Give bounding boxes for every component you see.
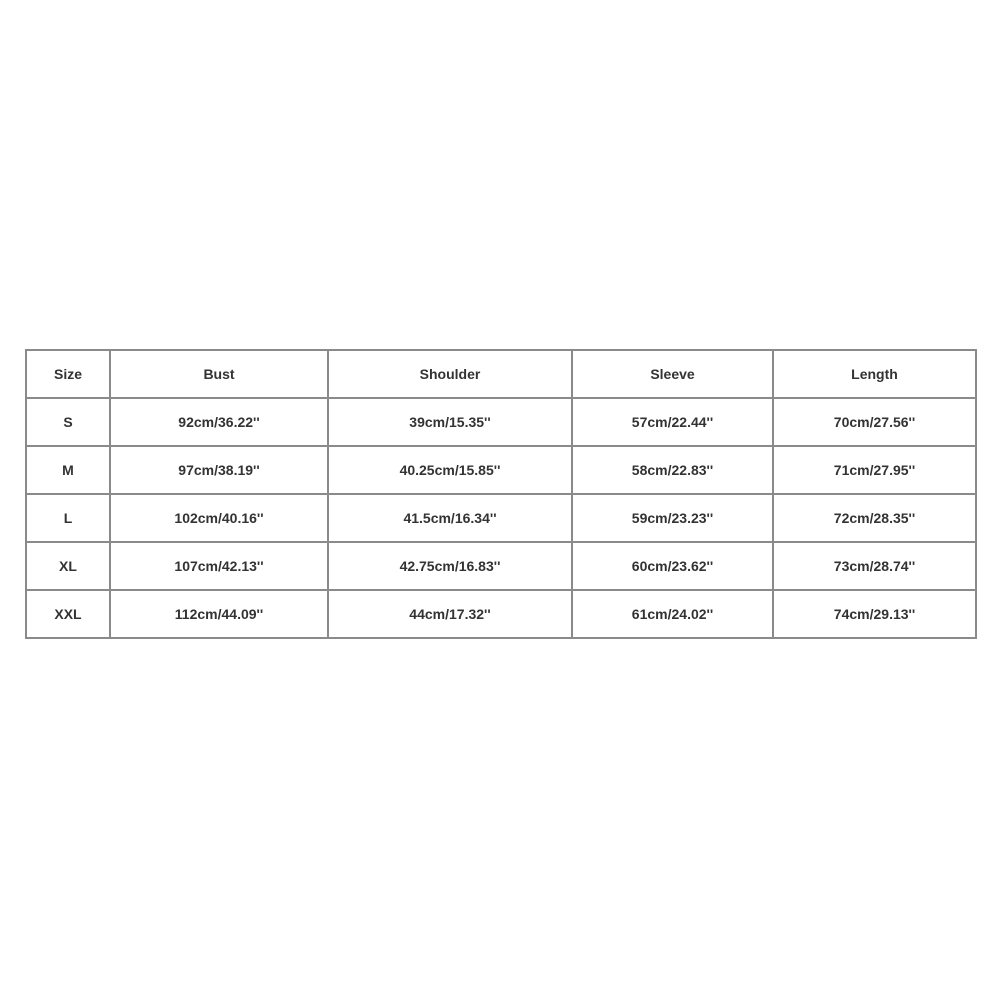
cell-length: 71cm/27.95'' (773, 446, 976, 494)
table-row (26, 542, 976, 590)
table-row (26, 446, 976, 494)
cell-size: S (26, 398, 110, 446)
header-length: Length (773, 350, 976, 398)
table-row (26, 494, 976, 542)
cell-sleeve: 58cm/22.83'' (572, 446, 773, 494)
size-chart-table (25, 349, 977, 639)
cell-bust: 107cm/42.13'' (110, 542, 328, 590)
cell-size: M (26, 446, 110, 494)
header-sleeve: Sleeve (572, 350, 773, 398)
cell-sleeve: 57cm/22.44'' (572, 398, 773, 446)
cell-size: XL (26, 542, 110, 590)
cell-shoulder: 41.5cm/16.34'' (328, 494, 572, 542)
cell-length: 72cm/28.35'' (773, 494, 976, 542)
cell-length: 70cm/27.56'' (773, 398, 976, 446)
cell-length: 73cm/28.74'' (773, 542, 976, 590)
cell-length: 74cm/29.13'' (773, 590, 976, 638)
cell-bust: 92cm/36.22'' (110, 398, 328, 446)
cell-bust: 112cm/44.09'' (110, 590, 328, 638)
cell-bust: 97cm/38.19'' (110, 446, 328, 494)
cell-shoulder: 40.25cm/15.85'' (328, 446, 572, 494)
cell-shoulder: 44cm/17.32'' (328, 590, 572, 638)
cell-sleeve: 59cm/23.23'' (572, 494, 773, 542)
cell-shoulder: 39cm/15.35'' (328, 398, 572, 446)
cell-bust: 102cm/40.16'' (110, 494, 328, 542)
table-row (26, 398, 976, 446)
table-header-row (26, 350, 976, 398)
cell-size: L (26, 494, 110, 542)
cell-size: XXL (26, 590, 110, 638)
header-size: Size (26, 350, 110, 398)
header-shoulder: Shoulder (328, 350, 572, 398)
cell-shoulder: 42.75cm/16.83'' (328, 542, 572, 590)
header-bust: Bust (110, 350, 328, 398)
cell-sleeve: 60cm/23.62'' (572, 542, 773, 590)
table-row (26, 590, 976, 638)
cell-sleeve: 61cm/24.02'' (572, 590, 773, 638)
